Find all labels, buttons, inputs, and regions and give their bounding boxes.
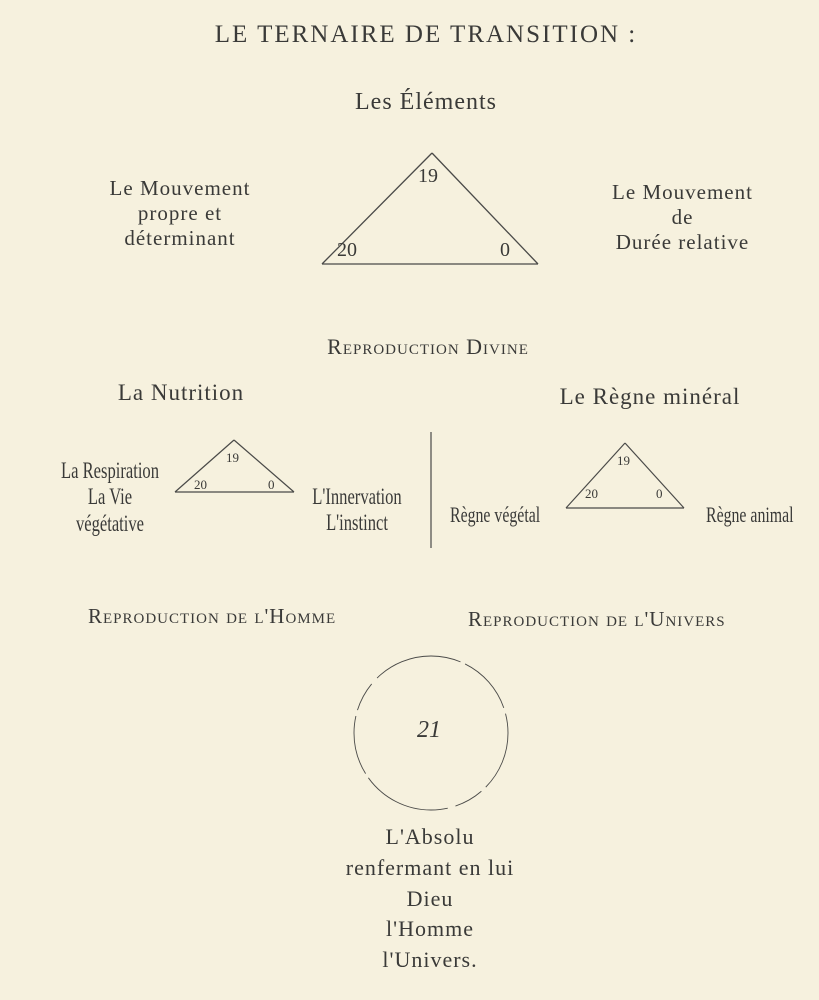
left-panel-left-text bbox=[61, 458, 159, 537]
circle-number: 21 bbox=[417, 717, 441, 743]
top-right-line-3: Durée relative bbox=[615, 230, 750, 255]
absolute-line-2: renfermant en lui bbox=[345, 854, 515, 880]
reproduction-divine-caption: Reproduction Divine bbox=[327, 334, 529, 359]
left-panel-right-text bbox=[312, 484, 401, 537]
top-left-line-1: Le Mouvement bbox=[109, 176, 251, 200]
left-triangle-left-number: 20 bbox=[194, 477, 207, 492]
page-title: LE TERNAIRE DE TRANSITION : bbox=[214, 21, 638, 48]
right-triangle-right-number: 0 bbox=[656, 486, 663, 501]
left-triangle-right-side bbox=[234, 440, 294, 492]
right-triangle-right-side bbox=[625, 443, 684, 508]
left-triangle-top-number: 19 bbox=[226, 450, 239, 465]
right-triangle-left-number: 20 bbox=[585, 486, 598, 501]
left-panel-left-line-2: La Vie bbox=[87, 484, 133, 510]
top-left-line-3: déterminant bbox=[124, 226, 236, 251]
right-panel-right-label: Règne animal bbox=[706, 502, 794, 527]
absolute-line-3: Dieu bbox=[406, 885, 454, 911]
absolute-text bbox=[300, 822, 560, 976]
left-panel-left-line-1: La Respiration bbox=[61, 458, 159, 483]
left-panel-heading: La Nutrition bbox=[117, 380, 245, 405]
reproduction-univers-caption: Reproduction de l'Univers bbox=[468, 607, 726, 631]
top-triangle-left-number: 20 bbox=[337, 239, 357, 261]
top-heading: Les Éléments bbox=[355, 89, 497, 115]
absolute-line-5: l'Univers. bbox=[382, 947, 478, 973]
top-triangle-top-number: 19 bbox=[418, 165, 438, 187]
left-panel-left-line-3: végétative bbox=[75, 510, 145, 536]
top-right-line-1: Le Mouvement bbox=[612, 180, 753, 204]
right-panel-left-label: Règne végétal bbox=[450, 502, 541, 527]
left-panel-right-line-2: L'instinct bbox=[326, 510, 388, 536]
right-triangle-top-number: 19 bbox=[617, 453, 630, 468]
left-triangle bbox=[175, 440, 294, 492]
reproduction-homme-caption: Reproduction de l'Homme bbox=[88, 604, 337, 628]
left-panel-right-line-1: L'Innervation bbox=[312, 484, 402, 509]
absolute-line-4: l'Homme bbox=[386, 916, 474, 942]
top-triangle-right-number: 0 bbox=[500, 239, 510, 261]
absolute-line-1: L'Absolu bbox=[385, 824, 475, 849]
top-right-line-2: de bbox=[671, 205, 694, 230]
right-panel-heading: Le Règne minéral bbox=[559, 384, 741, 409]
top-left-line-2: propre et bbox=[137, 201, 223, 226]
left-triangle-right-number: 0 bbox=[268, 477, 275, 492]
top-triangle-right-side bbox=[432, 153, 538, 264]
